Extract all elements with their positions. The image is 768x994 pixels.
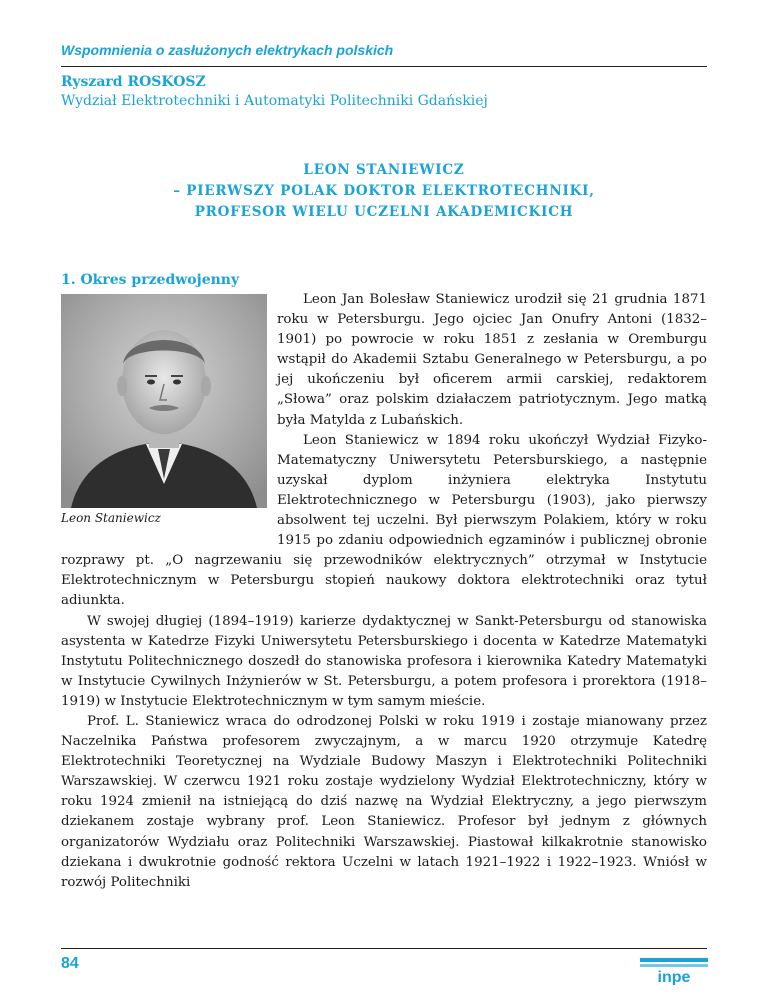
paragraph: Leon Staniewicz w 1894 roku ukończył Wydział Fizyko-Matematyczny Uniwersytetu Petersburskiego, a następnie uzyskał dyplom inżyniera elektryka Instytutu Elektrotechnicznego w Petersburgu (1903), jako pierwszy absolwent tej uczelni. Był pierwszym Polakiem, który w roku 1915 po zdaniu odpowiednich egzaminów i publicznej obronie rozprawy pt. „O nagrzewaniu się przewodników elektrycznych” otrzymał w Instytucie Elektrotechnicznym w Petersburgu stopień naukowy doktora elektrotechniki oraz tytuł adiunkta. [61,432,707,609]
header-rule [61,66,707,67]
photo-caption: Leon Staniewicz [61,511,161,525]
title-line: – PIERWSZY POLAK DOKTOR ELEKTROTECHNIKI, [173,183,595,199]
portrait-photo [61,294,267,508]
author-affiliation: Wydział Elektrotechniki i Automatyki Politechniki Gdańskiej [61,93,488,109]
section-heading: 1. Okres przedwojenny [61,272,240,288]
title-line: LEON STANIEWICZ [303,162,465,178]
paragraph: Prof. L. Staniewicz wraca do odrodzonej Polski w roku 1919 i zostaje mianowany przez Naczelnika Państwa profesorem zwyczajnym, a w marcu 1920 otrzymuje Katedrę Elektrotechniki Teoretycznej na Wydziale Budowy Maszyn i Elektrotechniki Politechniki Warszawskiej. W czerwcu 1921 roku zostaje wydzielony Wydział Elektrotechniczny, który w roku 1924 zmienił na istniejącą do dziś nazwę na Wydział Elektryczny, a jego pierwszym dziekanem zostaje wybrany prof. Leon Staniewicz. Profesor był jednym z głównych organizatorów Wydziału oraz Politechniki Warszawskiej. Piastował kilkakrotnie stanowisko dziekana i dwukrotnie godność rektora Uczelni w latach 1921–1922 i 1922–1923. Wniósł w rozwój Politechniki [61,713,707,890]
title-line: PROFESOR WIELU UCZELNI AKADEMICKICH [194,204,574,220]
journal-title: Wspomnienia o zasłużonych elektrykach polskich [61,42,394,58]
article-title [61,160,707,223]
author-name: Ryszard ROSKOSZ [61,74,206,90]
publisher-logo [640,955,708,985]
page-number: 84 [61,955,79,972]
portrait-image [61,294,267,508]
logo-text: inpe [657,969,691,985]
footer-rule [61,948,707,949]
paragraph: Leon Jan Bolesław Staniewicz urodził się 21 grudnia 1871 roku w Petersburgu. Jego ojciec Jan Onufry Antoni (1832–1901) po powrocie w roku 1851 z zesłania w Oremburgu wstąpił do Akademii Sztabu Generalnego w Petersburgu, a po jej ukończeniu był oficerem armii carskiej, redaktorem „Słowa” oraz polskim działaczem patriotycznym. Jego matką była Matylda z Lubańskich. [277,292,707,428]
paragraph: W swojej długiej (1894–1919) karierze dydaktycznej w Sankt-Petersburgu od stanowiska asystenta w Katedrze Fizyki Uniwersytetu Petersburskiego i docenta w Katedrze Matematyki Instytutu Politechnicznego doszedł do stanowiska profesora i kierownika Katedry Matematyki w Instytucie Cywilnych Inżynierów w St. Petersburgu, a potem profesora i prorektora (1918–1919) w Instytucie Elektrotechnicznym w tym samym mieście. [61,613,707,709]
